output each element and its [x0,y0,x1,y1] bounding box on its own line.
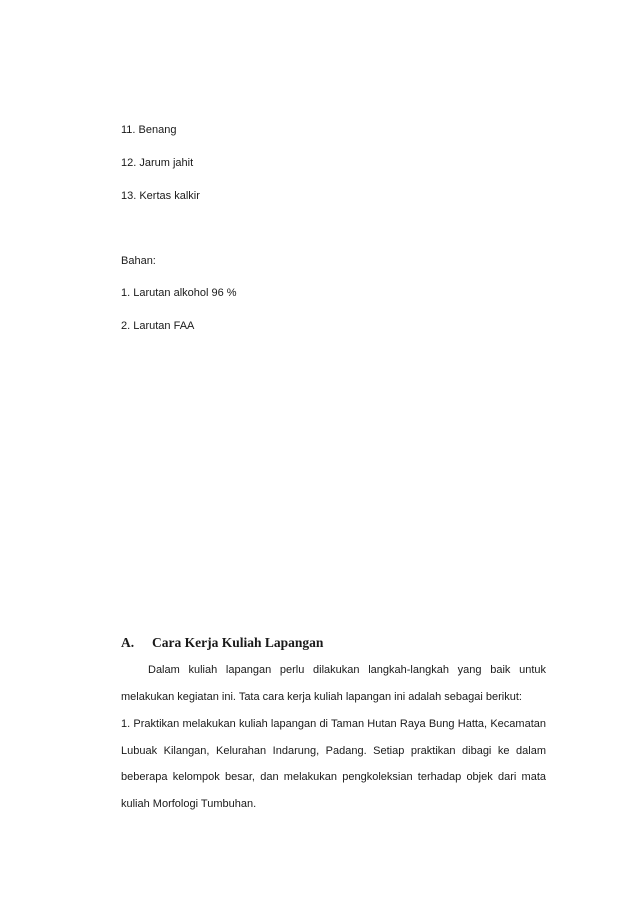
list-item-benang: 11. Benang [121,124,177,136]
list-item-kertas-kalkir: 13. Kertas kalkir [121,190,200,202]
section-title: Cara Kerja Kuliah Lapangan [152,635,324,650]
list-item-faa: 2. Larutan FAA [121,320,195,332]
materials-label: Bahan: [121,255,156,267]
list-item-jarum-jahit: 12. Jarum jahit [121,157,194,169]
intro-paragraph: Dalam kuliah lapangan perlu dilakukan langkah-langkah yang baik untuk melakukan kegiatan ini. Tata cara kerja kuliah lapangan ini adalah sebagai berikut: [121,664,546,703]
section-heading [121,634,323,652]
section-letter: A. [121,635,135,650]
list-item-alkohol: 1. Larutan alkohol 96 % [121,287,237,299]
step-1-paragraph: 1. Praktikan melakukan kuliah lapangan di Taman Hutan Raya Bung Hatta, Kecamatan Lubuak Kilangan, Kelurahan Indarung, Padang. Setiap praktikan dibagi ke dalam beberapa kelompok besar, dan melakukan pengkoleksian terhadap objek dari mata kuliah Morfologi Tumbuhan. [121,718,546,810]
